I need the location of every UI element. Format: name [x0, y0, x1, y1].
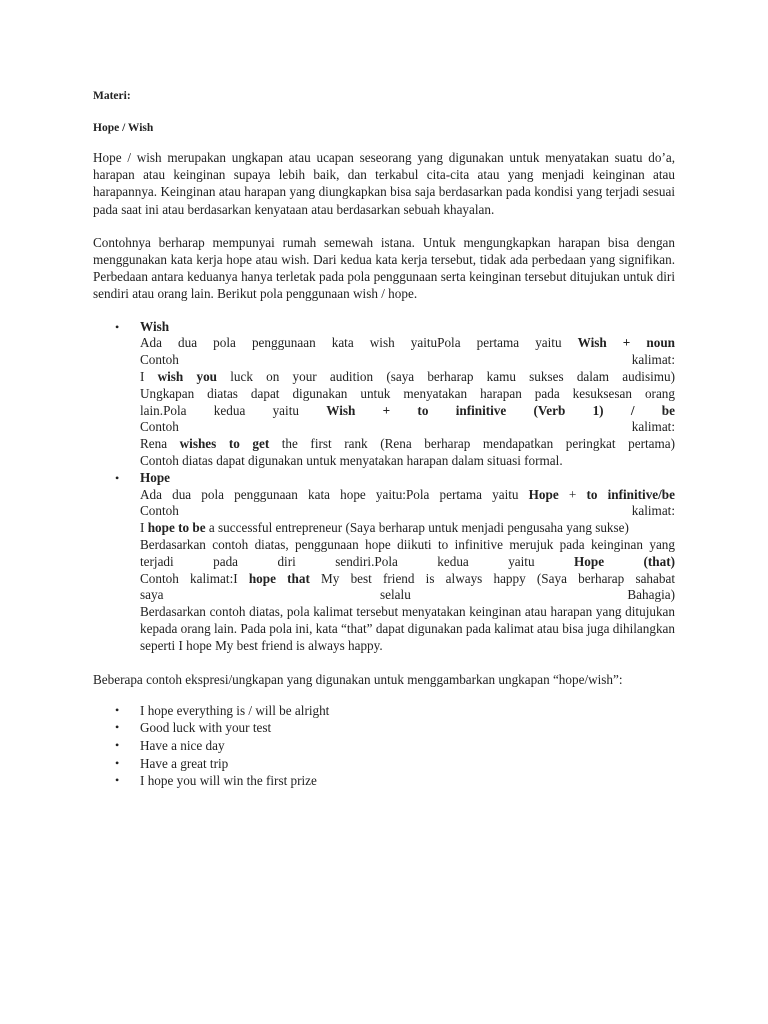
wish-pattern-1: Wish + noun [577, 335, 675, 351]
bullet-icon: • [115, 720, 120, 735]
list-item: • I hope everything is / will be alright [115, 702, 330, 718]
wish-title: Wish [140, 318, 170, 334]
wish-line-8: Contoh diatas dapat digunakan untuk menyatakan harapan dalam situasi formal. [140, 453, 563, 468]
hope-contoh-line-1: Contoh kalimat: [140, 503, 675, 519]
list-item: • I hope you will win the first prize [115, 773, 317, 789]
hope-example-2: Contoh kalimat:I hope that My best friend is always happy (Saya berharap sahabat [140, 570, 675, 586]
wish-pattern-2: Wish + to infinitive (Verb 1) / be [326, 402, 675, 418]
wish-line-1: Ada dua pola penggunaan kata wish yaituPola pertama yaitu Wish + noun [140, 335, 675, 351]
wish-example-2: Rena wishes to get the first rank (Rena berharap mendapatkan peringkat pertama) [140, 436, 675, 452]
pattern-list [93, 319, 675, 655]
wish-example-1: I wish you luck on your audition (saya berharap kamu sukses dalam audisimu) [140, 369, 675, 385]
bullet-icon: • [115, 737, 120, 752]
materi-heading: Materi: [93, 90, 131, 102]
hope-pattern-1: to infinitive/be [586, 486, 675, 502]
hope-section [93, 470, 675, 655]
wish-contoh-line-1: Contoh kalimat: [140, 352, 675, 368]
bullet-icon: • [115, 470, 120, 485]
bullet-icon: • [115, 773, 120, 788]
hope-line-7: Berdasarkan contoh diatas, pola kalimat tersebut menyatakan keinginan atau harapan yang ditujukan kepada orang lain. Pada pola ini, kata “that” dapat digunakan pada kalimat atau bisa juga dihilangkan seperti I hope My best friend is always happy. [140, 604, 676, 653]
hope-line-4: Berdasarkan contoh diatas, penggunaan hope diikuti to infinitive merujuk pada keinginan yang terjadi pada diri sendiri.Pola kedua yaitu Hope (that) [140, 536, 675, 569]
document-page [93, 88, 675, 790]
wish-line-4: Ungkapan diatas dapat digunakan untuk menyatakan harapan pada kesuksesan orang [140, 385, 675, 401]
bullet-icon: • [115, 319, 120, 334]
bullet-icon: • [115, 702, 120, 717]
hope-title: Hope [140, 469, 171, 485]
wish-line-5: lain.Pola kedua yaitu Wish + to infinitive (Verb 1) / be [140, 402, 675, 418]
hope-line-1: Ada dua pola penggunaan kata hope yaitu:Pola pertama yaitu Hope + to infinitive/be [140, 486, 675, 502]
expressions-intro: Beberapa contoh ekspresi/ungkapan yang digunakan untuk menggambarkan ungkapan “hope/wish”: [93, 671, 623, 687]
wish-contoh-line-2: Contoh kalimat: [140, 419, 675, 435]
list-item: • Have a nice day [115, 737, 225, 753]
list-item: • Have a great trip [115, 755, 229, 771]
expressions-list [93, 702, 675, 790]
hope-example-2-cont: saya selalu Bahagia) [140, 587, 675, 603]
intro-paragraph-1: Hope / wish merupakan ungkapan atau ucapan seseorang yang digunakan untuk menyatakan suatu do’a, harapan atau keinginan supaya lebih baik, dan terkabul cita-cita atau yang menjadi keinginan atau harapannya. Keinginan atau harapan yang diungkapkan bisa saja berdasarkan pada kondisi yang terjadi sesuai pada saat ini atau berdasarkan kenyataan atau berdasarkan sebuah khayalan. [93, 150, 675, 217]
hope-pattern-2: Hope (that) [574, 553, 675, 569]
bullet-icon: • [115, 755, 120, 770]
wish-section [93, 319, 675, 470]
hope-example-1: I hope to be a successful entrepreneur (Saya berharap untuk menjadi pengusaha yang sukse) [140, 520, 629, 536]
list-item: • Good luck with your test [115, 720, 272, 736]
topic-heading: Hope / Wish [93, 122, 154, 134]
intro-paragraph-2: Contohnya berharap mempunyai rumah semewah istana. Untuk mengungkapkan harapan bisa dengan menggunakan kata kerja hope atau wish. Dari kedua kata kerja tersebut, tidak ada perbedaan yang signifikan. Perbedaan antara keduanya hanya terletak pada pola penggunaan serta keinginan tersebut ditujukan untuk diri sendiri atau orang lain. Berikut pola penggunaan wish / hope. [93, 234, 675, 302]
